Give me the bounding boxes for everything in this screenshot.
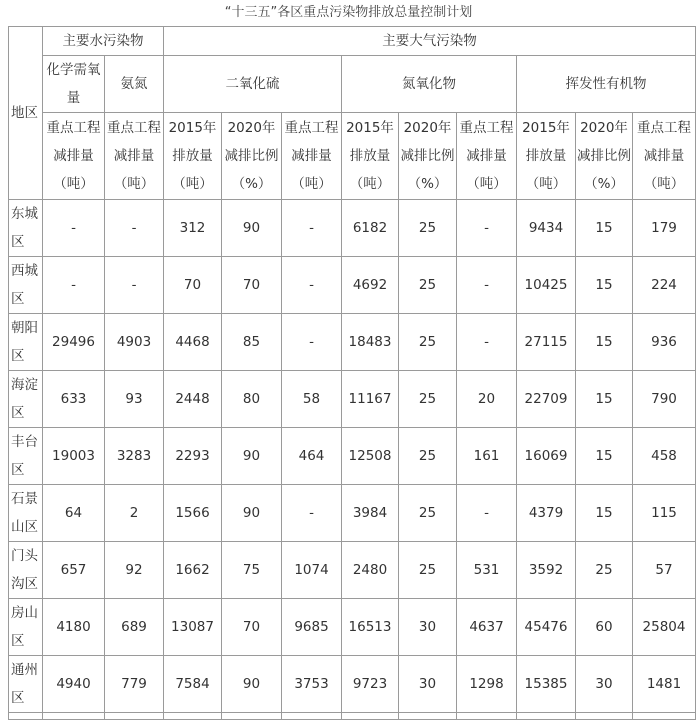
table-row <box>9 314 696 371</box>
value-cell-nox-red: 1298 <box>457 656 517 713</box>
value-cell-so2-ratio: 90 <box>222 200 282 257</box>
header-cod-reduction: 重点工程减排量（吨） <box>43 113 105 200</box>
value-cell-so2-2015: 2293 <box>164 428 222 485</box>
value-cell-nox-red: - <box>457 485 517 542</box>
value-cell-so2-2015: 4468 <box>164 314 222 371</box>
value-cell-nox-ratio: 25 <box>399 485 457 542</box>
header-water-group: 主要水污染物 <box>43 27 164 56</box>
value-cell-nox-ratio: 25 <box>399 200 457 257</box>
value-cell-so2-ratio: 90 <box>222 656 282 713</box>
emission-control-table <box>8 26 696 720</box>
value-cell-nh3: 3283 <box>105 428 164 485</box>
value-cell-voc-ratio: 15 <box>576 371 633 428</box>
clipped-cell <box>282 713 342 720</box>
value-cell-voc-ratio: 15 <box>576 428 633 485</box>
value-cell-nh3: - <box>105 200 164 257</box>
value-cell-so2-2015: 1566 <box>164 485 222 542</box>
value-cell-nox-ratio: 25 <box>399 542 457 599</box>
header-nox-ratio: 2020年减排比例（%） <box>399 113 457 200</box>
value-cell-so2-2015: 1662 <box>164 542 222 599</box>
table-row <box>9 656 696 713</box>
value-cell-so2-red: 464 <box>282 428 342 485</box>
value-cell-nh3: 689 <box>105 599 164 656</box>
value-cell-voc-red: 936 <box>633 314 696 371</box>
value-cell-nox-red: - <box>457 314 517 371</box>
value-cell-so2-red: 3753 <box>282 656 342 713</box>
clipped-cell <box>457 713 517 720</box>
value-cell-so2-ratio: 90 <box>222 428 282 485</box>
value-cell-so2-red: - <box>282 314 342 371</box>
table-row <box>9 257 696 314</box>
header-cod: 化学需氧量 <box>43 56 105 113</box>
header-voc-reduction: 重点工程减排量（吨） <box>633 113 696 200</box>
value-cell-cod: 4940 <box>43 656 105 713</box>
value-cell-voc-ratio: 25 <box>576 542 633 599</box>
header-air-group: 主要大气污染物 <box>164 27 696 56</box>
clipped-cell <box>399 713 457 720</box>
value-cell-so2-red: - <box>282 485 342 542</box>
value-cell-voc-red: 790 <box>633 371 696 428</box>
clipped-cell <box>633 713 696 720</box>
value-cell-nox-ratio: 25 <box>399 428 457 485</box>
value-cell-nh3: 2 <box>105 485 164 542</box>
header-nh3-reduction: 重点工程减排量（吨） <box>105 113 164 200</box>
region-cell: 海淀区 <box>9 371 43 428</box>
value-cell-nox-ratio: 25 <box>399 314 457 371</box>
value-cell-so2-red: 1074 <box>282 542 342 599</box>
value-cell-cod: 19003 <box>43 428 105 485</box>
header-so2: 二氧化硫 <box>164 56 342 113</box>
value-cell-nox-red: 161 <box>457 428 517 485</box>
header-nox-reduction: 重点工程减排量（吨） <box>457 113 517 200</box>
value-cell-voc-2015: 22709 <box>517 371 576 428</box>
value-cell-so2-2015: 312 <box>164 200 222 257</box>
value-cell-voc-red: 179 <box>633 200 696 257</box>
value-cell-voc-red: 224 <box>633 257 696 314</box>
value-cell-voc-2015: 45476 <box>517 599 576 656</box>
header-so2-ratio: 2020年减排比例（%） <box>222 113 282 200</box>
value-cell-nox-red: - <box>457 257 517 314</box>
value-cell-nox-red: - <box>457 200 517 257</box>
region-cell: 通州区 <box>9 656 43 713</box>
value-cell-so2-red: - <box>282 200 342 257</box>
clipped-cell <box>517 713 576 720</box>
table-row <box>9 485 696 542</box>
value-cell-cod: 4180 <box>43 599 105 656</box>
header-voc: 挥发性有机物 <box>517 56 696 113</box>
value-cell-voc-red: 57 <box>633 542 696 599</box>
value-cell-nox-ratio: 30 <box>399 656 457 713</box>
table-row <box>9 371 696 428</box>
value-cell-nox-2015: 2480 <box>342 542 399 599</box>
clipped-cell <box>9 713 43 720</box>
table-row <box>9 542 696 599</box>
value-cell-so2-red: 58 <box>282 371 342 428</box>
header-ammonia: 氨氮 <box>105 56 164 113</box>
header-so2-2015: 2015年排放量（吨） <box>164 113 222 200</box>
table-row <box>9 599 696 656</box>
header-nox-2015: 2015年排放量（吨） <box>342 113 399 200</box>
value-cell-voc-2015: 4379 <box>517 485 576 542</box>
value-cell-nox-2015: 16513 <box>342 599 399 656</box>
value-cell-voc-2015: 3592 <box>517 542 576 599</box>
clipped-cell <box>164 713 222 720</box>
value-cell-cod: - <box>43 200 105 257</box>
value-cell-voc-ratio: 30 <box>576 656 633 713</box>
value-cell-nox-2015: 9723 <box>342 656 399 713</box>
value-cell-voc-red: 1481 <box>633 656 696 713</box>
value-cell-voc-2015: 10425 <box>517 257 576 314</box>
value-cell-nox-ratio: 30 <box>399 599 457 656</box>
value-cell-nox-red: 4637 <box>457 599 517 656</box>
region-cell: 门头沟区 <box>9 542 43 599</box>
value-cell-cod: 633 <box>43 371 105 428</box>
value-cell-nh3: 4903 <box>105 314 164 371</box>
value-cell-nox-2015: 3984 <box>342 485 399 542</box>
region-cell: 房山区 <box>9 599 43 656</box>
value-cell-voc-2015: 16069 <box>517 428 576 485</box>
value-cell-nh3: 779 <box>105 656 164 713</box>
header-so2-reduction: 重点工程减排量（吨） <box>282 113 342 200</box>
region-cell: 西城区 <box>9 257 43 314</box>
value-cell-cod: 657 <box>43 542 105 599</box>
value-cell-so2-2015: 13087 <box>164 599 222 656</box>
table-title: “十三五”各区重点污染物排放总量控制计划 <box>224 5 473 20</box>
value-cell-nox-2015: 11167 <box>342 371 399 428</box>
value-cell-cod: 29496 <box>43 314 105 371</box>
value-cell-nh3: 92 <box>105 542 164 599</box>
clipped-row-edge <box>9 713 696 720</box>
value-cell-nox-red: 20 <box>457 371 517 428</box>
value-cell-voc-ratio: 15 <box>576 200 633 257</box>
value-cell-so2-2015: 7584 <box>164 656 222 713</box>
value-cell-nox-ratio: 25 <box>399 257 457 314</box>
value-cell-voc-red: 458 <box>633 428 696 485</box>
value-cell-so2-ratio: 75 <box>222 542 282 599</box>
value-cell-so2-red: 9685 <box>282 599 342 656</box>
value-cell-voc-ratio: 60 <box>576 599 633 656</box>
value-cell-so2-ratio: 80 <box>222 371 282 428</box>
value-cell-voc-red: 25804 <box>633 599 696 656</box>
value-cell-so2-2015: 70 <box>164 257 222 314</box>
value-cell-voc-2015: 15385 <box>517 656 576 713</box>
value-cell-so2-ratio: 70 <box>222 599 282 656</box>
value-cell-voc-ratio: 15 <box>576 314 633 371</box>
region-cell: 丰台区 <box>9 428 43 485</box>
clipped-cell <box>105 713 164 720</box>
clipped-cell <box>222 713 282 720</box>
value-cell-voc-red: 115 <box>633 485 696 542</box>
value-cell-so2-2015: 2448 <box>164 371 222 428</box>
value-cell-voc-ratio: 15 <box>576 485 633 542</box>
value-cell-voc-2015: 9434 <box>517 200 576 257</box>
region-cell: 朝阳区 <box>9 314 43 371</box>
header-voc-2015: 2015年排放量（吨） <box>517 113 576 200</box>
value-cell-nox-2015: 18483 <box>342 314 399 371</box>
table-row <box>9 200 696 257</box>
clipped-cell <box>342 713 399 720</box>
value-cell-voc-ratio: 15 <box>576 257 633 314</box>
header-region: 地区 <box>9 27 43 200</box>
value-cell-nox-2015: 12508 <box>342 428 399 485</box>
value-cell-so2-ratio: 85 <box>222 314 282 371</box>
region-cell: 石景山区 <box>9 485 43 542</box>
value-cell-nh3: 93 <box>105 371 164 428</box>
value-cell-cod: - <box>43 257 105 314</box>
header-nox: 氮氧化物 <box>342 56 517 113</box>
value-cell-so2-ratio: 70 <box>222 257 282 314</box>
value-cell-so2-red: - <box>282 257 342 314</box>
value-cell-nox-2015: 6182 <box>342 200 399 257</box>
clipped-cell <box>576 713 633 720</box>
value-cell-cod: 64 <box>43 485 105 542</box>
value-cell-nox-ratio: 25 <box>399 371 457 428</box>
value-cell-so2-ratio: 90 <box>222 485 282 542</box>
region-cell: 东城区 <box>9 200 43 257</box>
clipped-cell <box>43 713 105 720</box>
value-cell-voc-2015: 27115 <box>517 314 576 371</box>
value-cell-nh3: - <box>105 257 164 314</box>
value-cell-nox-red: 531 <box>457 542 517 599</box>
table-row <box>9 428 696 485</box>
header-voc-ratio: 2020年减排比例（%） <box>576 113 633 200</box>
value-cell-nox-2015: 4692 <box>342 257 399 314</box>
